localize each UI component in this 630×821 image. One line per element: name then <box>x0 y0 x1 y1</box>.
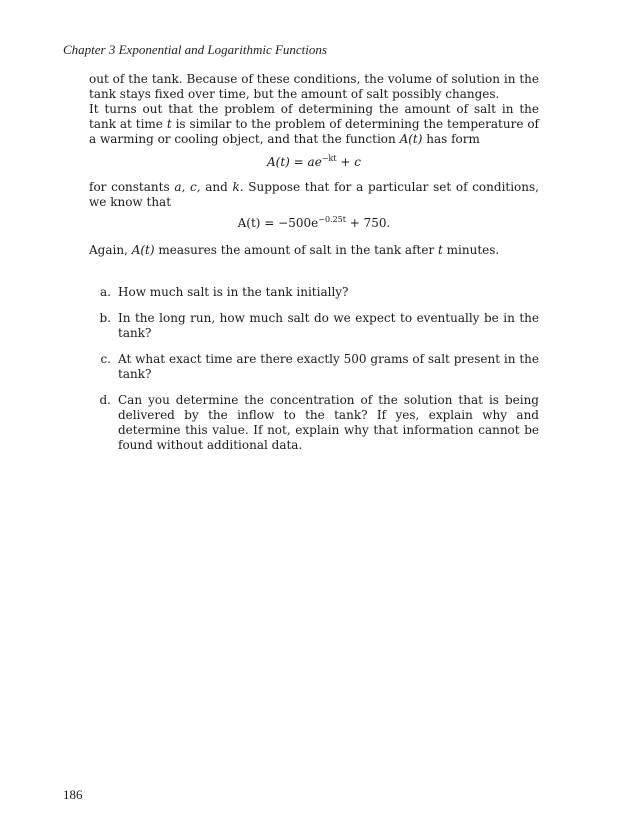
text: measures the amount of salt in the tank after <box>154 243 439 257</box>
item-label: a. <box>100 285 111 299</box>
text: for constants <box>89 180 175 194</box>
text: and <box>200 180 233 194</box>
eq-rhs: + c <box>336 155 361 169</box>
item-text: Can you determine the concentration of the solution that is being delivered by the inflow to the tank? If yes, explain why and determine this value. If not, explain why that information cannot be found without additional data. <box>118 393 539 452</box>
item-text: How much salt is in the tank initially? <box>118 285 349 299</box>
paragraph-1: out of the tank. Because of these conditions, the volume of solution in the tank stays fixed over time, but the amount of salt possibly changes. <box>89 72 539 101</box>
list-item <box>89 393 539 453</box>
function-a-of-t: A(t) <box>399 132 423 146</box>
eq-exponent: −0.25t <box>318 215 346 224</box>
main-content <box>89 72 539 464</box>
variable-t: t <box>438 243 443 257</box>
paragraph-2 <box>89 102 539 147</box>
constants: a, c, <box>174 180 201 194</box>
text: Again, <box>89 243 132 257</box>
eq-lhs: A(t) = ae <box>267 155 322 169</box>
function-a-of-t: A(t) <box>131 243 155 257</box>
text: has form <box>422 132 480 146</box>
text: is similar to the problem of determining the temperature of a warming or cooling object, and that the function <box>89 117 539 146</box>
text: minutes. <box>442 243 500 257</box>
list-item <box>89 311 539 341</box>
item-text: At what exact time are there exactly 500 grams of salt present in the tank? <box>118 352 539 381</box>
paragraph-4 <box>89 243 539 258</box>
page-number: 186 <box>63 787 83 802</box>
equation-specific <box>89 216 539 231</box>
item-text: In the long run, how much salt do we expect to eventually be in the tank? <box>118 311 539 340</box>
item-label: d. <box>99 393 111 407</box>
text: . Suppose that for a particular set of conditions, we know that <box>89 180 539 209</box>
equation-general-form <box>89 155 539 170</box>
eq-lhs: A(t) = −500e <box>237 216 319 230</box>
item-label: b. <box>99 311 111 325</box>
text: It turns out that the problem of determining the amount of salt in the tank at time <box>89 102 539 131</box>
eq-exponent: −kt <box>321 154 337 163</box>
constant-k: k <box>232 180 240 194</box>
list-item <box>89 352 539 382</box>
question-list <box>89 285 539 453</box>
variable-t: t <box>166 117 172 131</box>
list-item <box>89 285 539 300</box>
item-label: c. <box>100 352 111 366</box>
eq-rhs: + 750. <box>345 216 391 230</box>
running-head: Chapter 3 Exponential and Logarithmic Functions <box>63 42 327 57</box>
paragraph-3 <box>89 180 539 210</box>
